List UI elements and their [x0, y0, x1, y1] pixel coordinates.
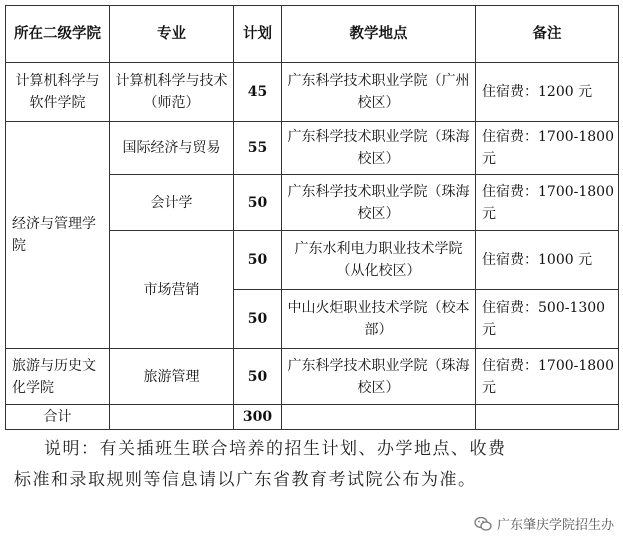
wechat-icon	[474, 516, 492, 532]
total-empty-cell	[110, 405, 234, 430]
watermark-text: 广东肇庆学院招生办	[496, 518, 614, 533]
note-cell: 住宿费：1700-1800 元	[476, 122, 619, 175]
total-label: 合计	[6, 405, 110, 430]
location-cell: 广东科学技术职业学院（珠海校区）	[282, 175, 476, 231]
college-cell: 经济与管理学院	[6, 122, 110, 349]
note-cell: 住宿费：1700-1800 元	[476, 175, 619, 231]
plan-cell: 45	[234, 63, 282, 122]
table-total-row	[6, 405, 619, 430]
table-header-row	[6, 6, 619, 63]
note-cell: 住宿费：1000 元	[476, 231, 619, 290]
location-cell: 广东科学技术职业学院（珠海校区）	[282, 349, 476, 405]
note-line-1: 说明：有关插班生联合培养的招生计划、办学地点、收费	[44, 439, 507, 459]
table-row	[6, 349, 619, 405]
major-cell: 会计学	[110, 175, 234, 231]
location-cell: 中山火炬职业技术学院（校本部）	[282, 290, 476, 349]
enrollment-plan-table	[5, 5, 619, 430]
wechat-watermark	[471, 513, 617, 534]
college-cell: 计算机科学与软件学院	[6, 63, 110, 122]
note-cell: 住宿费：500-1300 元	[476, 290, 619, 349]
header-plan: 计划	[234, 6, 282, 63]
note-cell: 住宿费：1200 元	[476, 63, 619, 122]
header-major: 专业	[110, 6, 234, 63]
total-empty-cell	[282, 405, 476, 430]
total-empty-cell	[476, 405, 619, 430]
major-cell: 计算机科学与技术（师范）	[110, 63, 234, 122]
college-cell: 旅游与历史文化学院	[6, 349, 110, 405]
explanation-note	[14, 434, 612, 496]
location-cell: 广东科学技术职业学院（广州校区）	[282, 63, 476, 122]
major-cell: 市场营销	[110, 231, 234, 349]
major-cell: 旅游管理	[110, 349, 234, 405]
table-row	[6, 122, 619, 175]
header-location: 教学地点	[282, 6, 476, 63]
location-cell: 广东科学技术职业学院（珠海校区）	[282, 122, 476, 175]
note-line-2: 标准和录取规则等信息请以广东省教育考试院公布为准。	[14, 470, 477, 490]
plan-cell: 50	[234, 349, 282, 405]
plan-cell: 50	[234, 175, 282, 231]
total-plan: 300	[234, 405, 282, 430]
major-cell: 国际经济与贸易	[110, 122, 234, 175]
header-note: 备注	[476, 6, 619, 63]
plan-cell: 55	[234, 122, 282, 175]
header-college: 所在二级学院	[6, 6, 110, 63]
table-row	[6, 63, 619, 122]
location-cell: 广东水利电力职业技术学院（从化校区）	[282, 231, 476, 290]
plan-cell: 50	[234, 290, 282, 349]
note-cell: 住宿费：1700-1800 元	[476, 349, 619, 405]
plan-cell: 50	[234, 231, 282, 290]
